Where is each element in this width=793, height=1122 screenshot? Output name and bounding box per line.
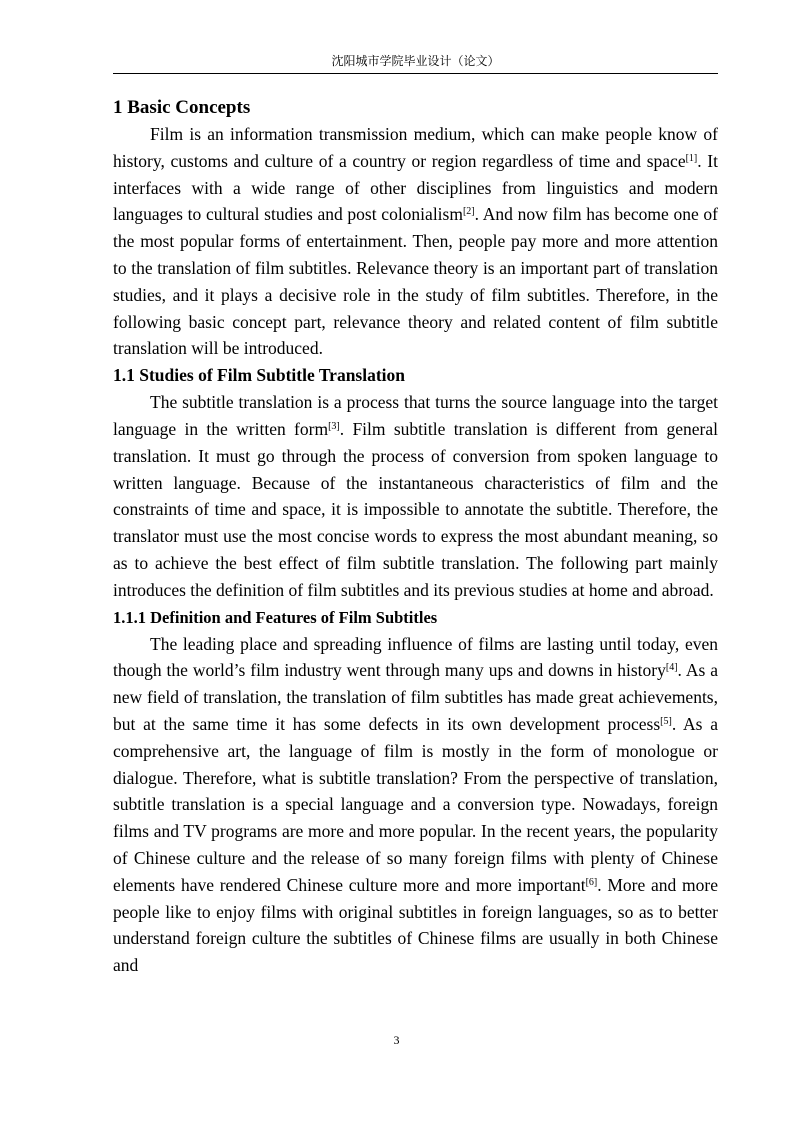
- citation-ref: [3]: [328, 420, 340, 432]
- citation-ref: [4]: [665, 662, 678, 674]
- section-heading-1: 1 Basic Concepts: [113, 97, 251, 118]
- page-header: 沈阳城市学院毕业设计（论文）: [331, 54, 500, 68]
- paragraph-text: . As a comprehensive art, the language of film is mostly in the form of monologue or dialogue. Therefore, what is subtitle translation? From the perspective of translation, subtitle translation is a special language and a conversion type. Nowadays, foreign films and TV programs are more and more popular. In the recent years, the popularity of Chinese culture and the release of so many foreign films with plenty of Chinese elements have rendered Chinese culture more and more important: [113, 713, 718, 895]
- citation-ref: [5]: [660, 715, 672, 727]
- section-heading-1-1-1: 1.1.1 Definition and Features of Film Subtitles: [113, 607, 438, 627]
- section-paragraph-1: [113, 121, 718, 362]
- paragraph-text: . Film subtitle translation is different from general translation. It must go through the process of conversion from spoken language to written language. Because of the instantaneous characteristics of film and the constraints of time and space, it is impossible to annotate the subtitle. Therefore, the translator must use the most concise words to express the most abundant meaning, so as to achieve the best effect of film subtitle translation. The following part mainly introduces the definition of film subtitles and its previous studies at home and abroad.: [113, 418, 718, 600]
- paragraph-text: . It interfaces with a wide range of other disciplines from linguistics and modern languages to cultural studies and post colonialism: [113, 150, 718, 225]
- page-number: 3: [393, 1033, 400, 1047]
- section-heading-1-1: 1.1 Studies of Film Subtitle Translation: [113, 365, 406, 386]
- paragraph-text: The leading place and spreading influence of films are lasting until today, even though the world’s film industry went through many ups and downs in history: [113, 633, 718, 681]
- citation-ref: [1]: [685, 152, 698, 164]
- paragraph-text: . As a new field of translation, the translation of film subtitles has made great achievements, but at the same time it has some defects in its own development process: [113, 660, 719, 734]
- section-paragraph-1-1-1: [113, 631, 718, 979]
- citation-ref: [2]: [462, 206, 475, 218]
- paragraph-text: The subtitle translation is a process that turns the source language into the target language in the written form: [113, 392, 718, 439]
- citation-ref: [6]: [585, 876, 598, 888]
- header-divider: [113, 73, 718, 74]
- paragraph-text: . And now film has become one of the most popular forms of entertainment. Then, people pay more and more attention to the translation of film subtitles. Relevance theory is an important part of translation studies, and it plays a decisive role in the study of film subtitles. Therefore, in the following basic concept part, relevance theory and related content of film subtitle translation will be introduced.: [113, 204, 718, 359]
- paragraph-text: . More and more people like to enjoy films with original subtitles in foreign languages, so as to better understand foreign culture the subtitles of Chinese films are usually in both Chinese and: [113, 874, 718, 976]
- document-body: [113, 94, 718, 979]
- section-paragraph-1-1: [113, 389, 718, 603]
- paragraph-text: Film is an information transmission medium, which can make people know of history, customs and culture of a country or region regardless of time and space: [113, 124, 718, 171]
